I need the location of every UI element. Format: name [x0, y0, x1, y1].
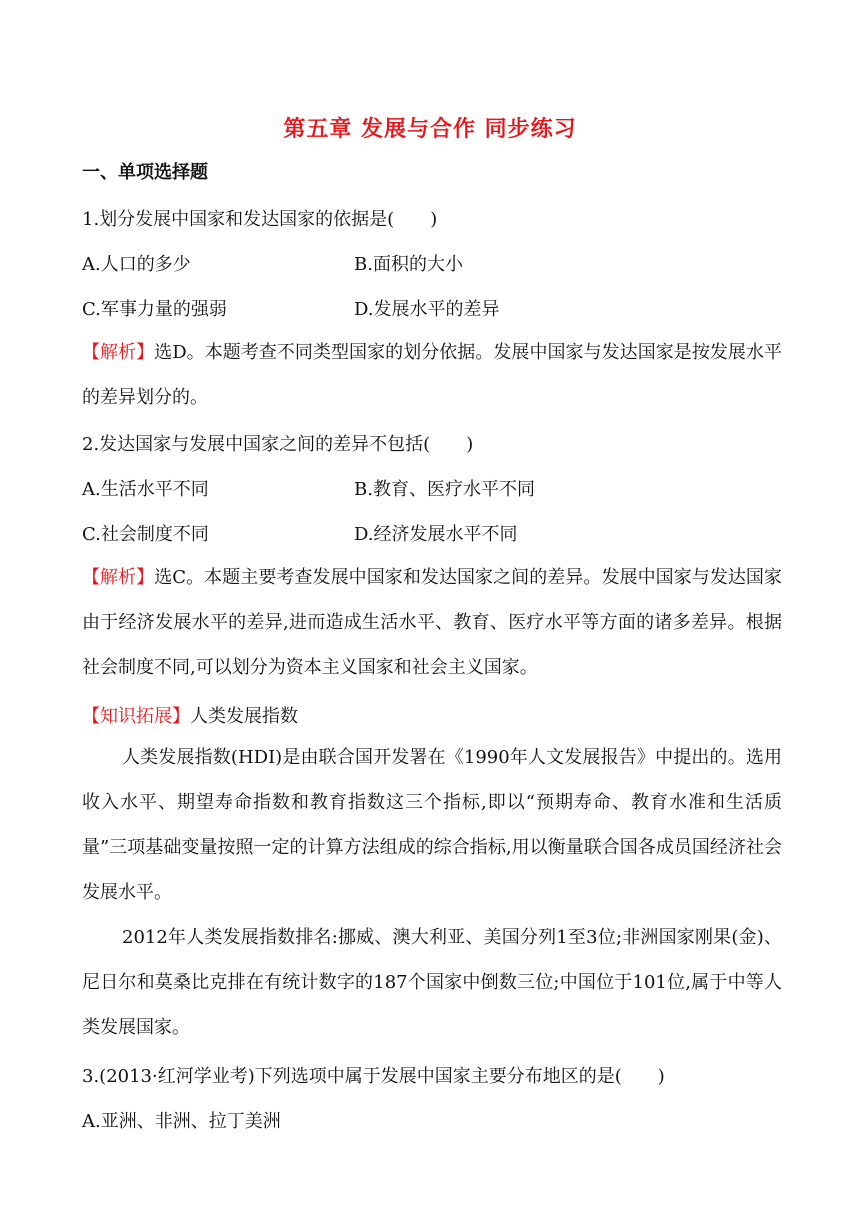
- analysis-text: 选C。本题主要考查发展中国家和发达国家之间的差异。发展中国家与发达国家由于经济发展水平的差异,进而造成生活水平、教育、医疗水平等方面的诸多差异。根据社会制度不同,可以划分为资本主义国家和社会主义国家。: [82, 567, 782, 678]
- analysis-text: 选D。本题考查不同类型国家的划分依据。发展中国家与发达国家是按发展水平的差异划分的。: [82, 342, 782, 408]
- question-2-option-c: C.社会制度不同: [82, 524, 209, 545]
- question-1-option-d: D.发展水平的差异: [354, 299, 500, 320]
- question-2-analysis: [82, 555, 782, 690]
- question-2-option-d: D.经济发展水平不同: [354, 524, 518, 545]
- question-2-stem: 2.发达国家与发展中国家之间的差异不包括( ): [82, 434, 474, 455]
- question-1-option-c: C.军事力量的强弱: [82, 299, 227, 320]
- question-3-option-a: A.亚洲、非洲、拉丁美洲: [82, 1111, 281, 1132]
- extension-title: 人类发展指数: [190, 706, 298, 727]
- extension-heading: [82, 702, 298, 728]
- analysis-tag: 【解析】: [82, 342, 155, 363]
- extension-tag: 【知识拓展】: [82, 706, 190, 727]
- question-1-option-b: B.面积的大小: [354, 254, 463, 275]
- document-title: 第五章 发展与合作 同步练习: [283, 117, 577, 142]
- analysis-tag: 【解析】: [82, 567, 155, 588]
- question-3-stem: 3.(2013·红河学业考)下列选项中属于发展中国家主要分布地区的是( ): [82, 1066, 665, 1087]
- section-heading: 一、单项选择题: [82, 162, 208, 183]
- extension-paragraph-1: 人类发展指数(HDI)是由联合国开发署在《1990年人文发展报告》中提出的。选用收入水平、期望寿命指数和教育指数这三个指标,即以“预期寿命、教育水准和生活质量”三项基础变量按照一定的计算方法组成的综合指标,用以衡量联合国各成员国经济社会发展水平。: [82, 747, 782, 903]
- extension-paragraph-2: 2012年人类发展指数排名:挪威、澳大利亚、美国分列1至3位;非洲国家刚果(金)、尼日尔和莫桑比克排在有统计数字的187个国家中倒数三位;中国位于101位,属于中等人类发展国家。: [82, 927, 782, 1038]
- question-2-option-b: B.教育、医疗水平不同: [354, 479, 535, 500]
- question-1-stem: 1.划分发展中国家和发达国家的依据是( ): [82, 209, 438, 230]
- question-2-option-a: A.生活水平不同: [82, 479, 209, 500]
- question-1-option-a: A.人口的多少: [82, 254, 191, 275]
- question-1-analysis: [82, 330, 782, 420]
